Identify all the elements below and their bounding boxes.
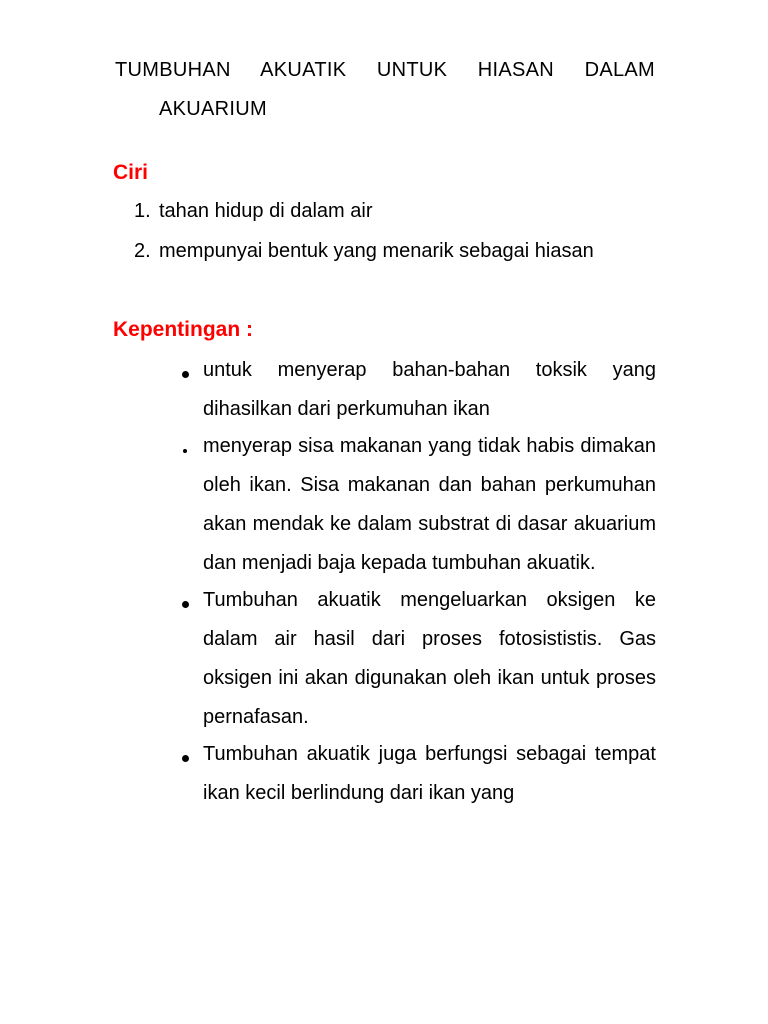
bullet-icon — [178, 434, 203, 588]
kepentingan-heading: Kepentingan : — [113, 318, 253, 341]
document-title-line-2: AKUARIUM — [159, 98, 267, 120]
list-item — [178, 434, 656, 588]
document-title-line-1: TUMBUHAN AKUATIK UNTUK HIASAN DALAM — [115, 59, 655, 81]
list-item — [134, 199, 694, 239]
list-item — [178, 742, 656, 818]
list-item — [178, 588, 656, 742]
list-item-text: mempunyai bentuk yang menarik sebagai hiasan — [159, 240, 594, 262]
ciri-heading: Ciri — [113, 161, 149, 184]
bullet-icon — [178, 742, 203, 818]
list-item — [178, 358, 656, 434]
list-item-number: 1. — [134, 200, 151, 222]
list-item-text: Tumbuhan akuatik mengeluarkan oksigen ke dalam air hasil dari proses fotosististis. Gas oksigen ini akan digunakan oleh ikan untuk proses pernafasan. — [203, 589, 656, 728]
bullet-icon — [178, 588, 203, 742]
list-item-text: tahan hidup di dalam air — [159, 200, 373, 222]
list-item — [134, 239, 694, 279]
list-item-text: Tumbuhan akuatik juga berfungsi sebagai tempat ikan kecil berlindung dari ikan yang — [203, 743, 656, 804]
kepentingan-list — [178, 358, 656, 818]
ciri-list — [134, 199, 694, 279]
list-item-text: menyerap sisa makanan yang tidak habis dimakan oleh ikan. Sisa makanan dan bahan perkumuhan akan mendak ke dalam substrat di dasar akuarium dan menjadi baja kepada tumbuhan akuatik. — [203, 435, 656, 574]
bullet-icon — [178, 358, 203, 434]
list-item-number: 2. — [134, 240, 151, 262]
list-item-text: untuk menyerap bahan-bahan toksik yang dihasilkan dari perkumuhan ikan — [203, 359, 656, 420]
